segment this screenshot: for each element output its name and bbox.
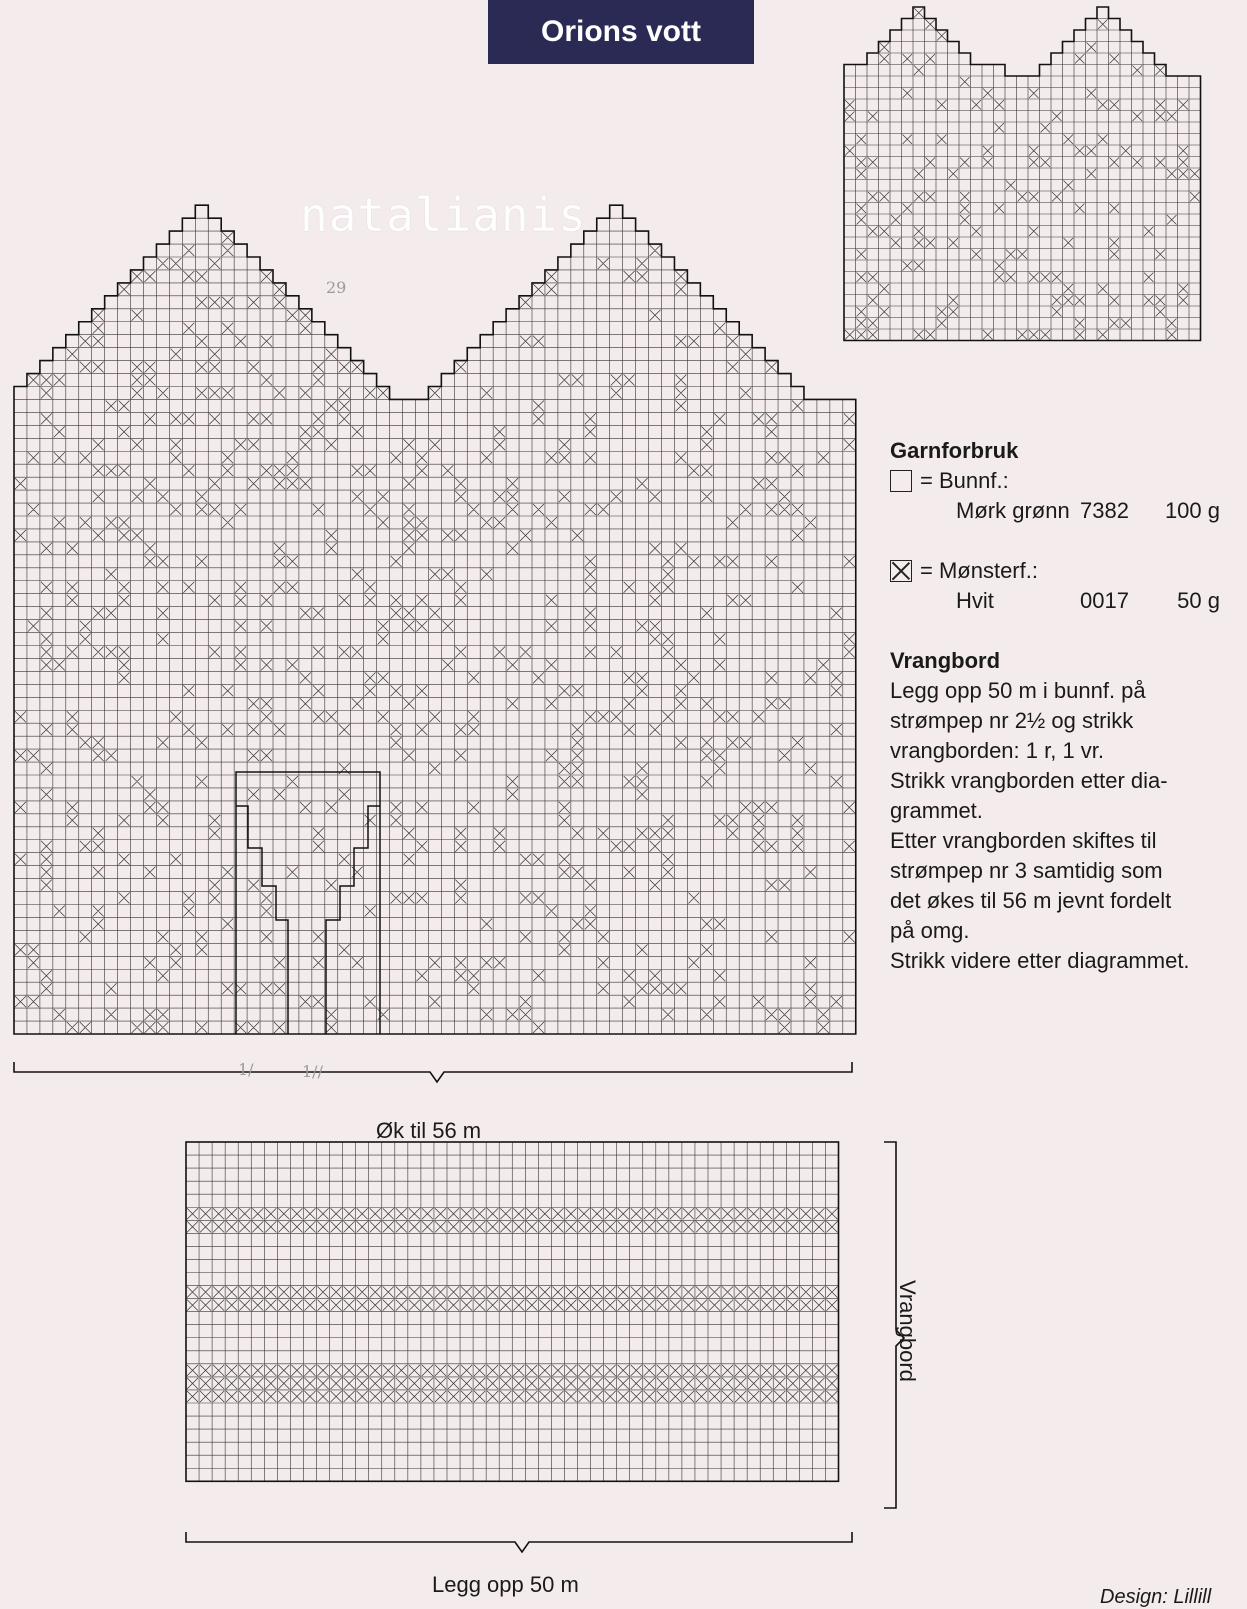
design-credit: Design: Lillill	[1100, 1586, 1212, 1608]
yarn-code: 7382	[1080, 498, 1129, 523]
main-chart-caption: Øk til 56 m	[376, 1118, 482, 1143]
cross-square-icon	[890, 560, 912, 582]
empty-square-icon	[890, 470, 912, 492]
pencil-note-left: 1/	[238, 1060, 254, 1079]
instruction-line: Legg opp 50 m i bunnf. på	[890, 678, 1146, 703]
grid-cells	[14, 205, 856, 1034]
grid-cells	[844, 7, 1201, 341]
yarn-and-instructions	[890, 436, 1230, 976]
yarn-amount: 50 g	[1177, 588, 1220, 613]
instruction-line: på omg.	[890, 918, 970, 943]
watermark: natalianis	[300, 188, 587, 242]
yarn-color: Mørk grønn	[956, 498, 1070, 523]
yarn-code: 0017	[1080, 588, 1129, 613]
cuff-chart	[186, 1142, 839, 1481]
pencil-note-mid: 1//	[302, 1062, 323, 1081]
legend-background	[890, 466, 1230, 496]
thumb-chart	[844, 7, 1201, 341]
instruction-line: Strikk videre etter diagrammet.	[890, 948, 1190, 973]
legend-heading: Garnforbruk	[890, 438, 1019, 463]
instruction-line: Strikk vrangborden etter dia-	[890, 768, 1168, 793]
brace-main	[14, 1062, 852, 1082]
brace-cuff	[186, 1532, 852, 1552]
yarn-amount: 100 g	[1164, 498, 1220, 523]
instruction-line: Etter vrangborden skiftes til	[890, 828, 1157, 853]
instructions-text	[890, 676, 1230, 976]
pattern-yarn	[890, 586, 1230, 616]
instruction-line: strømpep nr 3 samtidig som	[890, 858, 1163, 883]
instructions-heading: Vrangbord	[890, 648, 1001, 673]
thumb-gusset-outline	[236, 772, 380, 1034]
grid-cells	[186, 1142, 839, 1481]
grid-outline	[844, 7, 1201, 341]
yarn-color: Hvit	[956, 588, 994, 613]
cuff-chart-caption: Legg opp 50 m	[432, 1572, 579, 1597]
background-yarn	[890, 496, 1230, 526]
pencil-note-29: 29	[326, 278, 347, 297]
instruction-line: det økes til 56 m jevnt fordelt	[890, 888, 1172, 913]
pattern-crosses	[845, 8, 1200, 340]
background-symbol-label: = Bunnf.:	[920, 468, 1009, 493]
instruction-line: vrangborden: 1 r, 1 vr.	[890, 738, 1105, 763]
title-text: Orions vott	[540, 15, 701, 48]
mitten-main-chart	[14, 205, 856, 1034]
instruction-line: grammet.	[890, 798, 983, 823]
cuff-side-label: Vrangbord	[895, 1280, 920, 1382]
pattern-symbol-label: = Mønsterf.:	[920, 558, 1038, 583]
instruction-line: strømpep nr 2½ og strikk	[890, 708, 1134, 733]
legend-pattern	[890, 556, 1230, 586]
